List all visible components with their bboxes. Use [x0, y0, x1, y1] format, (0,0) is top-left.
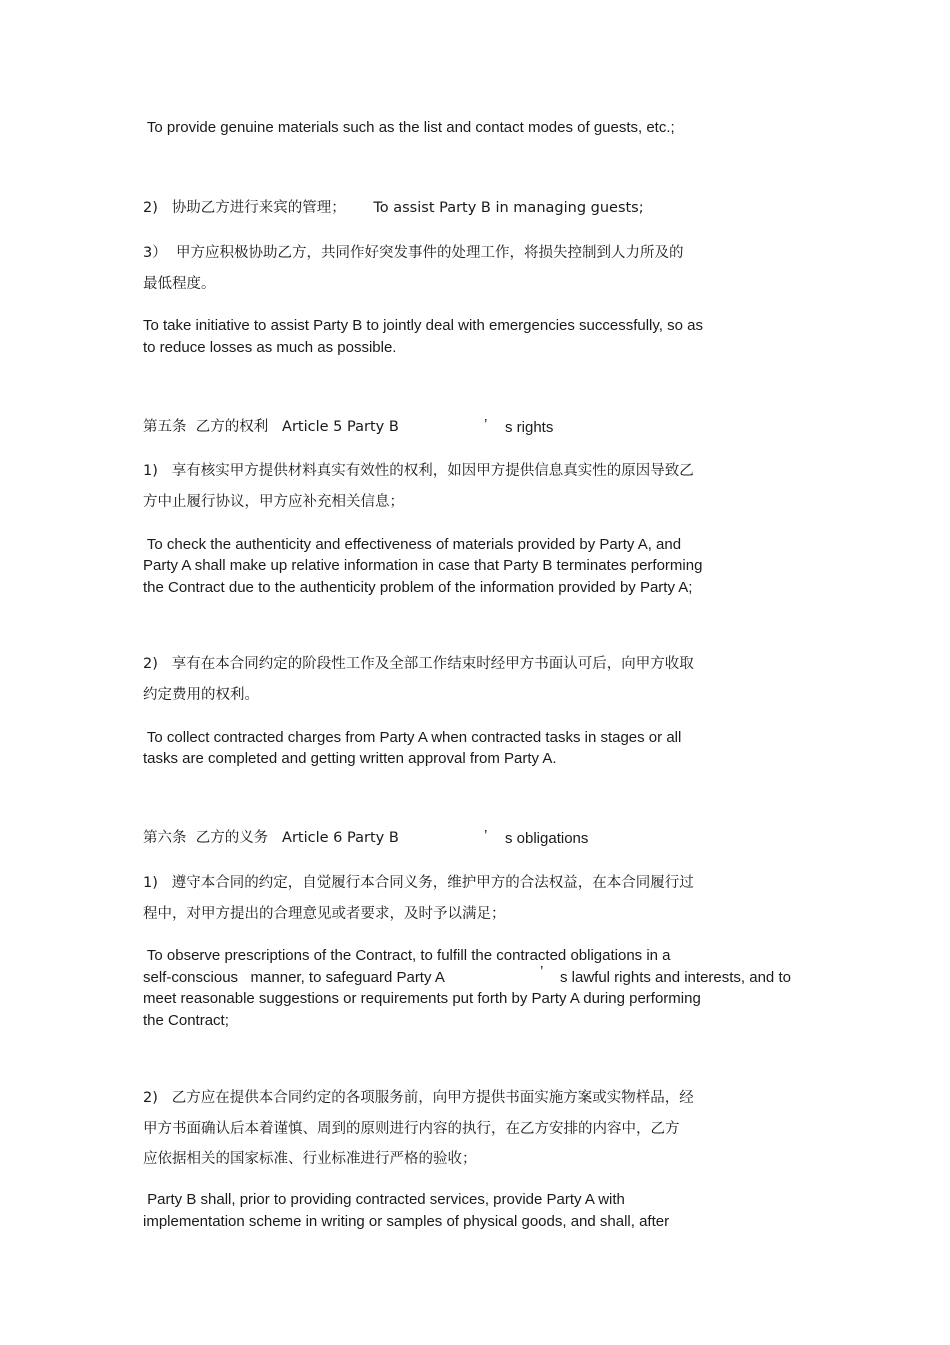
article-6-obligation-1-zh-line-2: 程中，对甲方提出的合理意见或者要求，及时予以满足； — [143, 906, 506, 922]
article-6-obligation-2-en-line-2: implementation scheme in writing or samples of physical goods, and shall, after — [143, 1213, 670, 1230]
article-6-obligation-1-en-line-3: meet reasonable suggestions or requirements put forth by Party A during performing — [143, 990, 701, 1007]
article-5-heading-suffix: s rights — [505, 419, 554, 436]
article-5-right-1-en-line-1: To check the authenticity and effectiveness of materials provided by Party A, and — [143, 536, 682, 553]
party-a-obligation-1-en: To provide genuine materials such as the list and contact modes of guests, etc.; — [143, 119, 675, 136]
article-5-right-1-en-line-3: the Contract due to the authenticity problem of the information provided by Party A; — [143, 579, 693, 596]
party-a-obligation-2: 2) 协助乙方进行来宾的管理； To assist Party B in managing guests; — [143, 200, 644, 216]
article-6-obligation-2-en-line-1: Party B shall, prior to providing contracted services, provide Party A with — [143, 1191, 625, 1208]
article-6-obligation-2-zh-line-3: 应依据相关的国家标准、行业标准进行严格的验收； — [143, 1151, 477, 1167]
article-6-heading-suffix: s obligations — [505, 830, 589, 847]
article-5-right-1-en-line-2: Party A shall make up relative information in case that Party B terminates performing — [143, 557, 703, 574]
article-6-obligation-1-en-line-1: To observe prescriptions of the Contract, to fulfill the contracted obligations in a — [143, 947, 671, 964]
article-6-heading-apostrophe: ’ — [484, 827, 488, 844]
article-6-obligation-1-en-line-4: the Contract; — [143, 1012, 229, 1029]
party-a-obligation-3-zh-line-2: 最低程度。 — [143, 276, 216, 292]
article-5-right-2-zh-line-2: 约定费用的权利。 — [143, 687, 259, 703]
party-a-obligation-3-zh-line-1: 3） 甲方应积极协助乙方，共同作好突发事件的处理工作，将损失控制到人力所及的 — [143, 245, 684, 261]
article-6-obligation-2-zh-line-2: 甲方书面确认后本着谨慎、周到的原则进行内容的执行，在乙方安排的内容中，乙方 — [143, 1121, 680, 1137]
article-5-right-2-en-line-2: tasks are completed and getting written approval from Party A. — [143, 750, 557, 767]
article-5-right-1-zh-line-2: 方中止履行协议，甲方应补充相关信息； — [143, 494, 404, 510]
article-5-right-2-en-line-1: To collect contracted charges from Party A when contracted tasks in stages or all — [143, 729, 682, 746]
article-5-right-1-zh-line-1: 1) 享有核实甲方提供材料真实有效性的权利，如因甲方提供信息真实性的原因导致乙 — [143, 463, 694, 479]
article-6-obligation-1-en-line-2b: s lawful rights and interests, and to — [560, 969, 791, 986]
article-6-heading: 第六条 乙方的义务 Article 6 Party B — [143, 830, 399, 846]
article-5-heading-apostrophe: ’ — [484, 416, 488, 433]
article-5-right-2-zh-line-1: 2) 享有在本合同约定的阶段性工作及全部工作结束时经甲方书面认可后，向甲方收取 — [143, 656, 694, 672]
article-5-heading: 第五条 乙方的权利 Article 5 Party B — [143, 419, 399, 435]
party-a-obligation-3-en-line-2: to reduce losses as much as possible. — [143, 339, 397, 356]
article-6-obligation-1-apostrophe: ’ — [540, 963, 544, 980]
article-6-obligation-2-zh-line-1: 2) 乙方应在提供本合同约定的各项服务前，向甲方提供书面实施方案或实物样品，经 — [143, 1090, 694, 1106]
party-a-obligation-3-en-line-1: To take initiative to assist Party B to jointly deal with emergencies successfully, so as — [143, 317, 703, 334]
article-6-obligation-1-en-line-2a: self-conscious manner, to safeguard Party A — [143, 969, 445, 986]
article-6-obligation-1-zh-line-1: 1) 遵守本合同的约定，自觉履行本合同义务，维护甲方的合法权益，在本合同履行过 — [143, 875, 694, 891]
